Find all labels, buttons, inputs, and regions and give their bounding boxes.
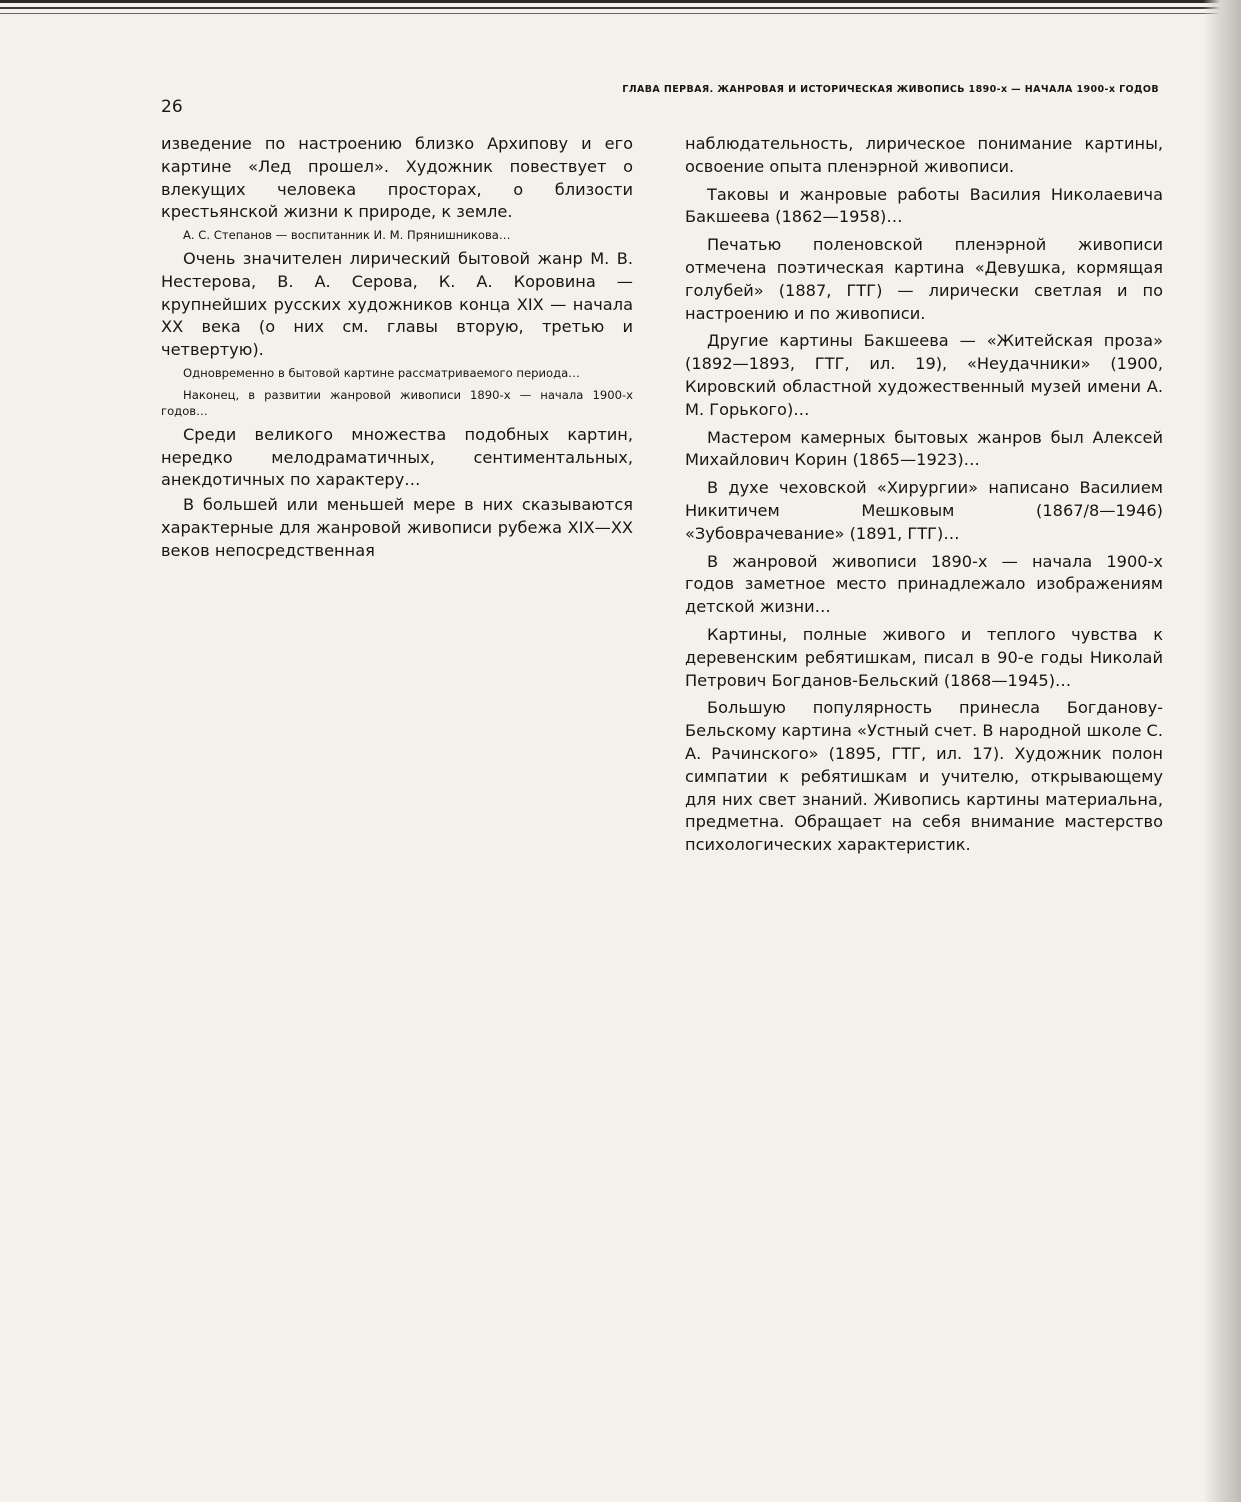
body-paragraph: изведение по настроению близко Архипову и его картине «Лед прошел». Художник повествует о влекущих человека просторах, о близости крестьянской жизни к природе, к земле. bbox=[161, 134, 633, 222]
right-column bbox=[685, 133, 1163, 1478]
body-paragraph: Таковы и жанровые работы Василия Николаевича Бакшеева (1862—1958)… bbox=[685, 184, 1163, 227]
page-number: 26 bbox=[161, 97, 183, 117]
body-paragraph: Большую популярность принесла Богданову-Бельскому картина «Устный счет. В народной школе С. А. Рачинского» (1895, ГТГ, ил. 17). Художник полон симпатии к ребятишкам и учителю, открывающему для них свет знаний. Живопись картины материальна, предметна. Обращает на себя внимание мастерство психологических характеристик. bbox=[685, 698, 1163, 855]
body-paragraph: Мастером камерных бытовых жанров был Алексей Михайлович Корин (1865—1923)… bbox=[685, 427, 1163, 470]
body-paragraph: Печатью поленовской пленэрной живописи отмечена поэтическая картина «Девушка, кормящая голубей» (1887, ГТГ) — лирически светлая и по настроению и по живописи. bbox=[685, 235, 1163, 323]
body-paragraph: Картины, полные живого и теплого чувства к деревенским ребятишкам, писал в 90-е годы Николай Петрович Богданов-Бельский (1868—1945)… bbox=[685, 624, 1163, 690]
scan-top-rule bbox=[0, 0, 1241, 22]
small-print-paragraph: А. С. Степанов — воспитанник И. М. Прянишникова… bbox=[183, 228, 511, 243]
body-paragraph: В жанровой живописи 1890-х — начала 1900-х годов заметное место принадлежало изображениям детской жизни… bbox=[685, 551, 1163, 617]
page-edge-shadow bbox=[1203, 0, 1241, 1502]
running-head: ГЛАВА ПЕРВАЯ. ЖАНРОВАЯ И ИСТОРИЧЕСКАЯ ЖИВОПИСЬ 1890-х — НАЧАЛА 1900-х ГОДОВ bbox=[622, 84, 1159, 95]
body-paragraph: наблюдательность, лирическое понимание картины, освоение опыта пленэрной живописи. bbox=[685, 134, 1163, 176]
left-column bbox=[161, 133, 633, 1478]
body-paragraph: Среди великого множества подобных картин, нередко мелодраматичных, сентиментальных, анекдотичных по характеру… bbox=[161, 424, 633, 490]
body-paragraph: Очень значителен лирический бытовой жанр М. В. Нестерова, В. А. Серова, К. А. Коровина — крупнейших русских художников конца XIX — начала XX века (о них см. главы вторую, третью и четвертую). bbox=[161, 249, 633, 360]
body-paragraph: Другие картины Бакшеева — «Житейская проза» (1892—1893, ГТГ, ил. 19), «Неудачники» (1900, Кировский областной художественный музей имени А. М. Горького)… bbox=[685, 331, 1163, 419]
small-print-paragraph: Одновременно в бытовой картине рассматриваемого периода… bbox=[183, 366, 580, 381]
body-paragraph: В духе чеховской «Хирургии» написано Василием Никитичем Мешковым (1867/8—1946) «Зубоврачевание» (1891, ГТГ)… bbox=[685, 478, 1163, 543]
body-paragraph: В большей или меньшей мере в них сказываются характерные для жанровой живописи рубежа XIX—XX веков непосредственная bbox=[161, 495, 633, 560]
small-print-paragraph: Наконец, в развитии жанровой живописи 1890-х — начала 1900-х годов… bbox=[161, 387, 633, 418]
